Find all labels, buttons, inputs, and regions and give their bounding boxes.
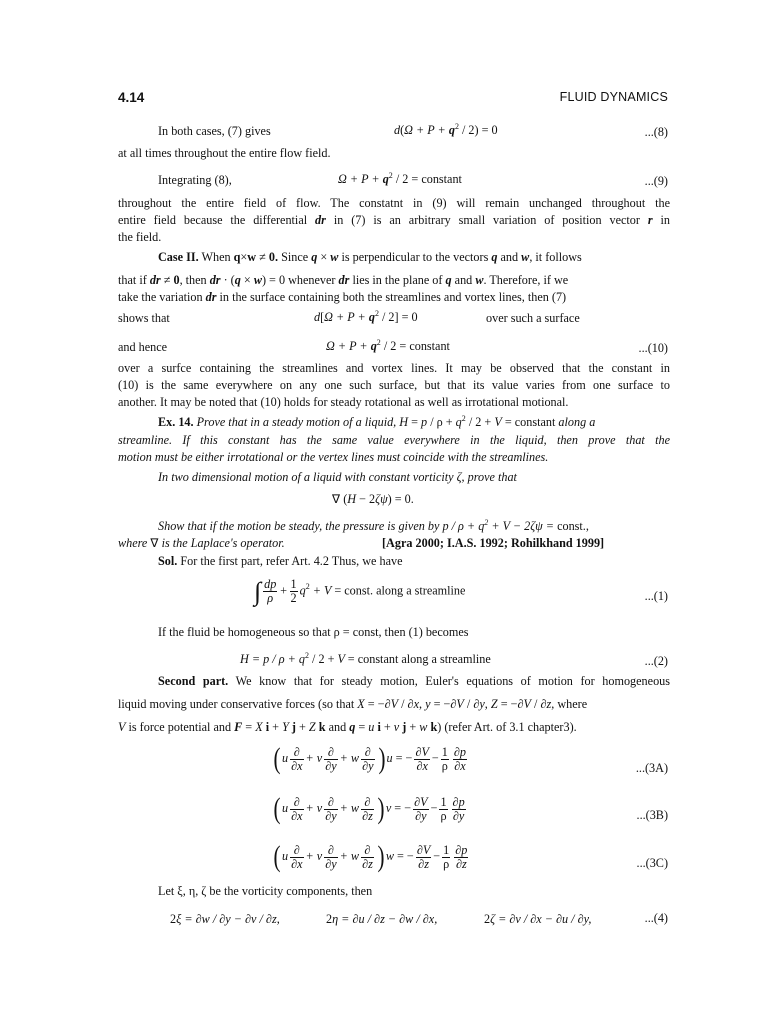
equation-gradient: ∇ (H − 2ζψ) = 0. (332, 492, 414, 506)
text-line: and hence (118, 340, 168, 354)
equation-number: ...(9) (644, 174, 668, 188)
text-line: that if dr ≠ 0, then dr · (q × w) = 0 whenever dr lies in the plane of q and w. Therefore, if we (118, 273, 569, 287)
equation-number: ...(4) (644, 911, 668, 925)
equation-9: $\Omega + P + q^2 / 2$ = constant (338, 170, 462, 186)
text-line: over such a surface (486, 311, 580, 325)
equation-number: ...(2) (644, 654, 668, 668)
text-line: Case II. When q×w ≠ 0. Since q × w is perpendicular to the vectors q and w, it follows (158, 250, 582, 264)
text-line: In both cases, (7) gives (158, 124, 271, 138)
text-line: where ∇ is the Laplace's operator. (118, 536, 285, 550)
text-line: take the variation dr in the surface containing both the streamlines and vortex lines, then (7) (118, 290, 567, 304)
equation-10: $\Omega + P + q^2 / 2$ = constant (326, 337, 450, 353)
text-line: Second part. We know that for steady motion, Euler's equations of motion for homogeneous (158, 674, 670, 688)
text-line: Integrating (8), (158, 173, 232, 187)
equation-8: $d(\Omega + P + q^2 / 2) = 0$ (394, 121, 498, 137)
equation-4a: 2ξ = ∂w / ∂y − ∂v / ∂z, (170, 912, 280, 926)
equation-number: ...(3C) (636, 856, 668, 870)
equation-number: ...(3A) (635, 761, 668, 775)
equation-2: $H = p / \rho + q^2 / 2 + V$ = constant along a streamline (240, 650, 491, 666)
text-line: In two dimensional motion of a liquid with constant vorticity ζ, prove that (158, 470, 517, 484)
text-line: liquid moving under conservative forces (so that X = −∂V / ∂x, y = −∂V / ∂y, Z = −∂V / ∂z, where (118, 697, 588, 711)
equation-1: ∫ $\frac{dp}{\rho}$ + $\frac{1}{2}$ $q^2 + V$ = const. along a streamline (254, 576, 466, 606)
equation-3c: ( u ∂ ∂x + v ∂ ∂y + w ∂ ∂z ) w = − $\frac{\partial V}{\partial z}$ − $\frac{1}{\rho}$ $\frac{\partial p}{\partial z}$ (273, 840, 468, 873)
equation-number: ...(8) (644, 125, 668, 139)
running-title: FLUID DYNAMICS (559, 90, 668, 104)
text-line: entire field because the differential dr in (7) is an arbitrary small variation of position vector r in (118, 213, 671, 227)
text-line: shows that (118, 311, 170, 325)
equation-3b: ( u ∂ ∂x + v ∂ ∂y + w ∂ ∂z ) v = − $\frac{\partial V}{\partial y}$ − $\frac{1}{\rho}$ $\frac{\partial p}{\partial y}$ (273, 792, 465, 825)
equation-number: ...(10) (638, 341, 668, 355)
equation-4b: 2η = ∂u / ∂z − ∂w / ∂x, (326, 912, 438, 926)
text-line: Let ξ, η, ζ be the vorticity components, then (158, 884, 373, 898)
citation: [Agra 2000; I.A.S. 1992; Rohilkhand 1999] (382, 536, 605, 550)
text-line: at all times throughout the entire flow field. (118, 146, 331, 160)
text-line: Sol. For the first part, refer Art. 4.2 Thus, we have (158, 554, 403, 568)
equation-number: ...(1) (644, 589, 668, 603)
text-line: If the fluid be homogeneous so that ρ = const, then (1) becomes (158, 625, 469, 639)
text-line: over a surfce containing the streamlines and vortex lines. It may be observed that the constant in (118, 361, 670, 375)
text-line: streamline. If this constant has the same value everywhere in the liquid, then prove that the (118, 433, 670, 447)
text-line: Show that if the motion be steady, the pressure is given by $p / \rho + q^2 + V - 2\zeta\psi$ = const., (158, 517, 589, 533)
text-line: another. It may be noted that (10) holds for steady rotational as well as irrotational motional. (118, 395, 569, 409)
equation-surface: $d[\Omega + P + q^2 / 2] = 0$ (314, 308, 418, 324)
text-line: motion must be either irrotational or the vertex lines must coincide with the streamlines. (118, 450, 549, 464)
text-line: throughout the entire field of flow. The constatnt in (9) will remain unchanged throughout the (118, 196, 670, 210)
page-number: 4.14 (118, 90, 145, 105)
equation-4c: 2ζ = ∂v / ∂x − ∂u / ∂y, (484, 912, 592, 926)
text-line: V is force potential and F = X i + Y j + Z k and q = u i + v j + w k) (refer Art. of 3.1 chapter3). (118, 720, 577, 734)
equation-number: ...(3B) (636, 808, 668, 822)
text-line: the field. (118, 230, 162, 244)
equation-3a: ( u ∂ ∂x + v ∂ ∂y + w ∂ ∂y ) u = − $\frac{\partial V}{\partial x}$ − $\frac{1}{\rho}$ $\frac{\partial p}{\partial x}$ (273, 742, 467, 775)
text-line: Ex. 14. Prove that in a steady motion of a liquid, $H = p / \rho + q^2 / 2 + V$ = constant along a (158, 413, 596, 429)
text-line: (10) is the same everywhere on any one such surface, but that its value varies from one surface to (118, 378, 670, 392)
